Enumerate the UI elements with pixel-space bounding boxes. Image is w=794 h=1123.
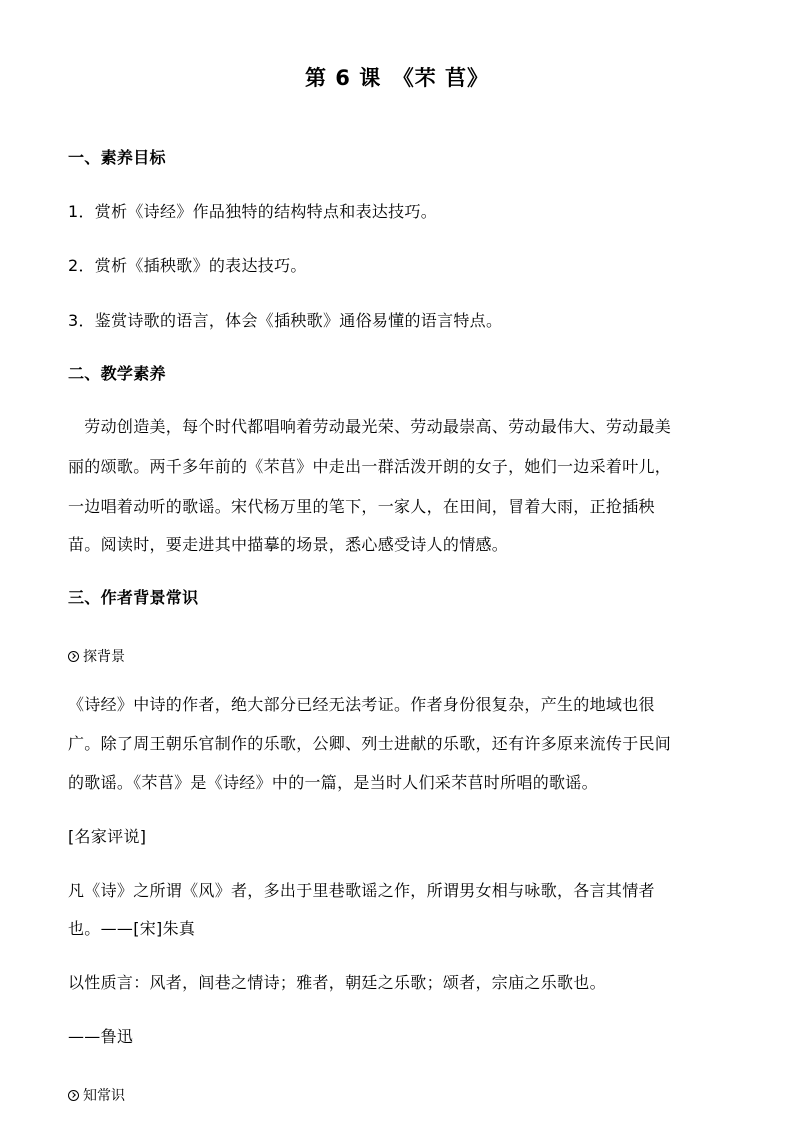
section-heading-background: 三、作者背景常识 bbox=[68, 588, 199, 607]
quote-line: 也。——[宋]朱真 bbox=[68, 919, 196, 938]
quote-author: ——鲁迅 bbox=[68, 1027, 134, 1046]
subheading-background bbox=[68, 646, 125, 666]
goal-item-1: 1．赏析《诗经》作品独特的结构特点和表达技巧。 bbox=[68, 202, 438, 221]
comment-heading: [名家评说] bbox=[68, 827, 147, 846]
background-paragraph-line: 的歌谣。《芣苢》是《诗经》中的一篇，是当时人们采芣苢时所唱的歌谣。 bbox=[68, 773, 598, 792]
background-paragraph-line: 广。除了周王朝乐官制作的乐歌，公卿、列士进献的乐歌，还有许多原来流传于民间 bbox=[68, 734, 672, 753]
subheading-knowledge bbox=[68, 1085, 125, 1105]
literacy-paragraph-line: 劳动创造美，每个时代都唱响着劳动最光荣、劳动最崇高、劳动最伟大、劳动最美 bbox=[68, 417, 672, 436]
chevron-circle-icon bbox=[68, 1090, 79, 1101]
section-heading-goals: 一、素养目标 bbox=[68, 148, 166, 167]
goal-item-2: 2．赏析《插秧歌》的表达技巧。 bbox=[68, 256, 307, 275]
literacy-paragraph-line: 苗。阅读时，要走进其中描摹的场景，悉心感受诗人的情感。 bbox=[68, 535, 509, 554]
background-paragraph-line: 《诗经》中诗的作者，绝大部分已经无法考证。作者身份很复杂，产生的地域也很 bbox=[68, 695, 655, 714]
goal-item-3: 3．鉴赏诗歌的语言，体会《插秧歌》通俗易懂的语言特点。 bbox=[68, 311, 503, 330]
page-title: 第 6 课 《芣 苢》 bbox=[304, 66, 490, 90]
subheading-background-label: 探背景 bbox=[83, 649, 125, 665]
section-heading-literacy: 二、教学素养 bbox=[68, 364, 166, 383]
chevron-circle-icon bbox=[68, 651, 79, 662]
literacy-paragraph-line: 丽的颂歌。两千多年前的《芣苢》中走出一群活泼开朗的女子，她们一边采着叶儿， bbox=[68, 457, 672, 476]
quote-line: 以性质言：风者，闾巷之情诗；雅者，朝廷之乐歌；颂者，宗庙之乐歌也。 bbox=[68, 973, 606, 992]
subheading-knowledge-label: 知常识 bbox=[83, 1088, 125, 1104]
quote-line: 凡《诗》之所谓《风》者，多出于里巷歌谣之作，所谓男女相与咏歌，各言其情者 bbox=[68, 881, 655, 900]
literacy-paragraph-line: 一边唱着动听的歌谣。宋代杨万里的笔下，一家人，在田间，冒着大雨，正抢插秧 bbox=[68, 497, 655, 516]
